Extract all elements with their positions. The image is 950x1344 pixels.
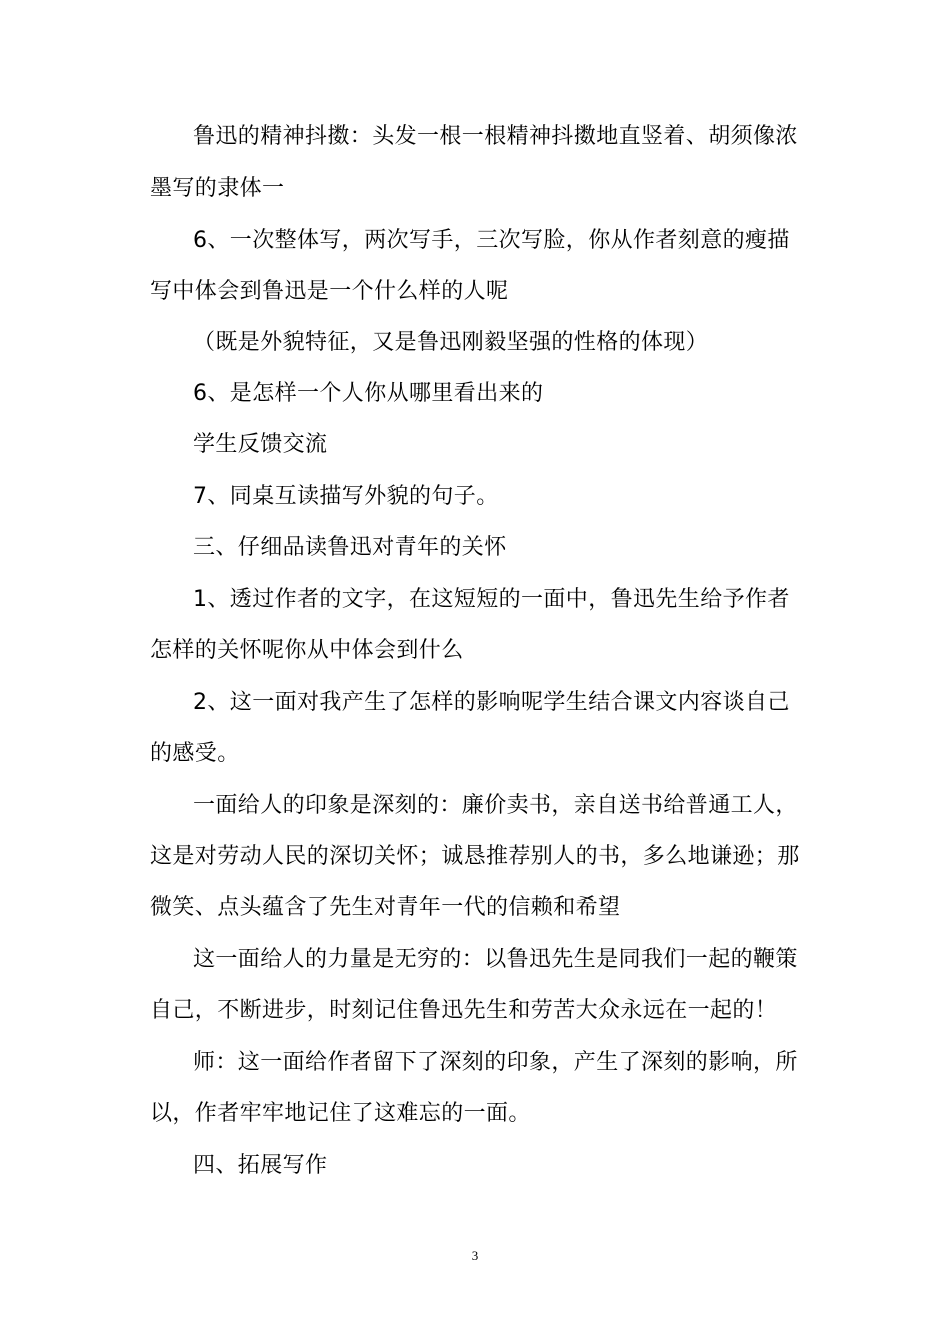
text-line: 以，作者牢牢地记住了这难忘的一面。 xyxy=(150,1101,531,1126)
text-line: 7、同桌互读描写外貌的句子。 xyxy=(193,484,499,509)
text-line: 怎样的关怀呢你从中体会到什么 xyxy=(150,638,464,663)
section-heading: 三、仔细品读鲁迅对青年的关怀 xyxy=(193,535,507,560)
text-line: 2、这一面对我产生了怎样的影响呢学生结合课文内容谈自己 xyxy=(193,690,790,715)
text-line: 师：这一面给作者留下了深刻的印象，产生了深刻的影响，所 xyxy=(193,1050,798,1075)
text-line: 1、透过作者的文字，在这短短的一面中，鲁迅先生给予作者 xyxy=(193,587,790,612)
text-line: 6、一次整体写，两次写手，三次写脸，你从作者刻意的瘦描 xyxy=(193,228,790,253)
page-number: 3 xyxy=(471,1248,479,1263)
section-heading: 四、拓展写作 xyxy=(193,1153,328,1178)
text-line: 这一面给人的力量是无穷的：以鲁迅先生是同我们一起的鞭策 xyxy=(193,947,798,972)
text-line: 鲁迅的精神抖擞：头发一根一根精神抖擞地直竖着、胡须像浓 xyxy=(193,124,798,149)
text-line: （既是外貌特征，又是鲁迅刚毅坚强的性格的体现） xyxy=(193,330,709,355)
text-line: 自己，不断进步，时刻记住鲁迅先生和劳苦大众永远在一起的！ xyxy=(150,998,778,1023)
text-line: 这是对劳动人民的深切关怀；诚恳推荐别人的书，多么地谦逊；那 xyxy=(150,844,800,869)
text-line: 学生反馈交流 xyxy=(193,432,328,457)
text-line: 一面给人的印象是深刻的：廉价卖书，亲自送书给普通工人， xyxy=(193,793,798,818)
text-line: 微笑、点头蕴含了先生对青年一代的信赖和希望 xyxy=(150,895,621,920)
text-line: 墨写的隶体一 xyxy=(150,176,285,201)
text-line: 的感受。 xyxy=(150,741,240,766)
text-line: 写中体会到鲁迅是一个什么样的人呢 xyxy=(150,279,509,304)
text-line: 6、是怎样一个人你从哪里看出来的 xyxy=(193,381,544,406)
